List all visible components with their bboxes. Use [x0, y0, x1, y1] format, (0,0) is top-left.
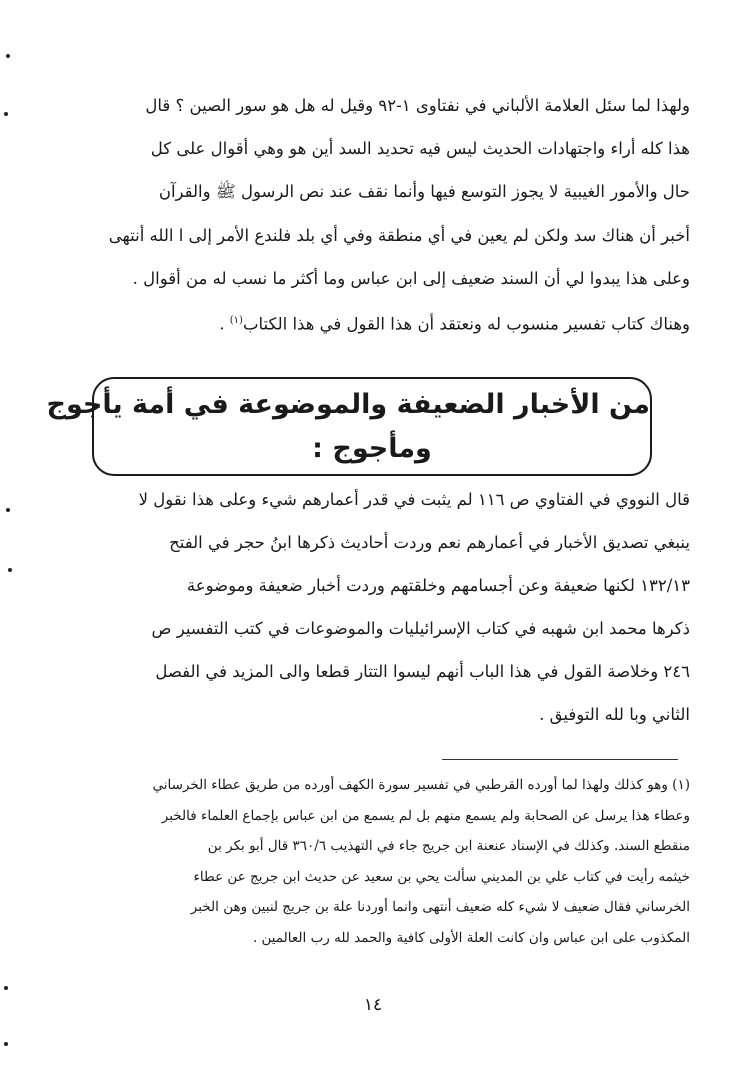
footnote-line: وعطاء هذا يرسل عن الصحابة ولم يسمع منهم بل لم يسمع من ابن عباس بإجماع العلماء فالخبر: [161, 807, 690, 824]
footnote-block: [70, 770, 690, 953]
footnote-line: خيثمه رأيت في كتاب علي بن المديني سألت يحي بن سعيد عن حديث ابن جريج عن عطاء: [193, 868, 690, 885]
footnote-line: (١) وهو كذلك ولهذا لما أورده القرطبي في تفسير سورة الكهف أورده من طريق عطاء الخرساني: [152, 777, 690, 793]
body-line: ينبغي تصديق الأخبار في أعمارهم نعم وردت أحاديث ذكرها ابنُ حجر في الفتح: [169, 533, 690, 552]
section-heading-line1: من الأخبار الضعيفة والموضوعة في أمة يأجوج: [46, 389, 650, 420]
footnote-divider: [442, 759, 678, 760]
scan-speck: [6, 54, 10, 58]
footnote-line: المكذوب على ابن عباس وان كانت العلة الأولى كافية والحمد لله رب العالمين .: [252, 929, 690, 946]
body-line: الثاني وبا لله التوفيق .: [539, 705, 690, 724]
body-line: حال والأمور الغيبية لا يجوز التوسع فيها وأنما نقف عند نص الرسول ﷺ والقرآن: [158, 182, 690, 201]
body-line-with-note: [70, 300, 690, 342]
footnote-reference: (١): [229, 315, 243, 326]
scan-speck: [8, 568, 12, 572]
body-line: ١٣٢/١٣ لكنها ضعيفة وعن أجسامهم وخلقتهم وردت أخبار ضعيفة وموضوعة: [186, 576, 690, 595]
body-line: ذكرها محمد ابن شهبه في كتاب الإسرائيليات والموضوعات في كتب التفسير ص: [151, 619, 690, 638]
body-line: ولهذا لما سئل العلامة الألباني في نفتاوى ١-٩٢ وقيل له هل هو سور الصين ؟ قال: [145, 96, 690, 115]
section-paragraph: [70, 478, 690, 736]
sentence-end: .: [219, 314, 230, 334]
footnote-line: الخرساني فقال ضعيف لا شيء كله ضعيف أنتهى وانما أوردنا علة بن جريج لنبين وهن الخبر: [190, 899, 690, 915]
section-heading-box: [46, 377, 652, 476]
body-line: قال النووي في الفتاوي ص ١١٦ لم يثبت في قدر أعمارهم شيء وعلى هذا نقول لا: [138, 490, 690, 509]
page-number: ١٤: [363, 995, 383, 1015]
scan-speck: [6, 508, 10, 512]
body-text: وهناك كتاب تفسير منسوب له ونعتقد أن هذا القول في هذا الكتاب: [242, 314, 690, 334]
body-line: هذا كله أراء واجتهادات الحديث ليس فيه تحديد السد أين هو وهي أقوال على كل: [150, 139, 690, 158]
scan-speck: [4, 1042, 8, 1046]
body-line: أخبر أن هناك سد ولكن لم يعين في أي منطقة وفي أي بلد فلندع الأمر إلى ا الله أنتهى: [108, 226, 690, 245]
body-line: ٢٤٦ وخلاصة القول في هذا الباب أنهم ليسوا التتار قطعا والى المزيد في الفصل: [155, 662, 690, 681]
section-heading-line2: ومأجوج :: [312, 433, 432, 464]
opening-paragraph: [70, 84, 690, 342]
body-line: وعلى هذا يبدوا لي أن السند ضعيف إلى ابن عباس وما أكثر ما نسب له من أقوال .: [132, 269, 690, 288]
footnote-line: منقطع السند. وكذلك في الإسناد عنعنة ابن جريج جاء في التهذيب ٣٦٠/٦ قال أبو بكر بن: [207, 838, 690, 854]
scan-speck: [4, 986, 8, 990]
scan-speck: [4, 112, 8, 116]
